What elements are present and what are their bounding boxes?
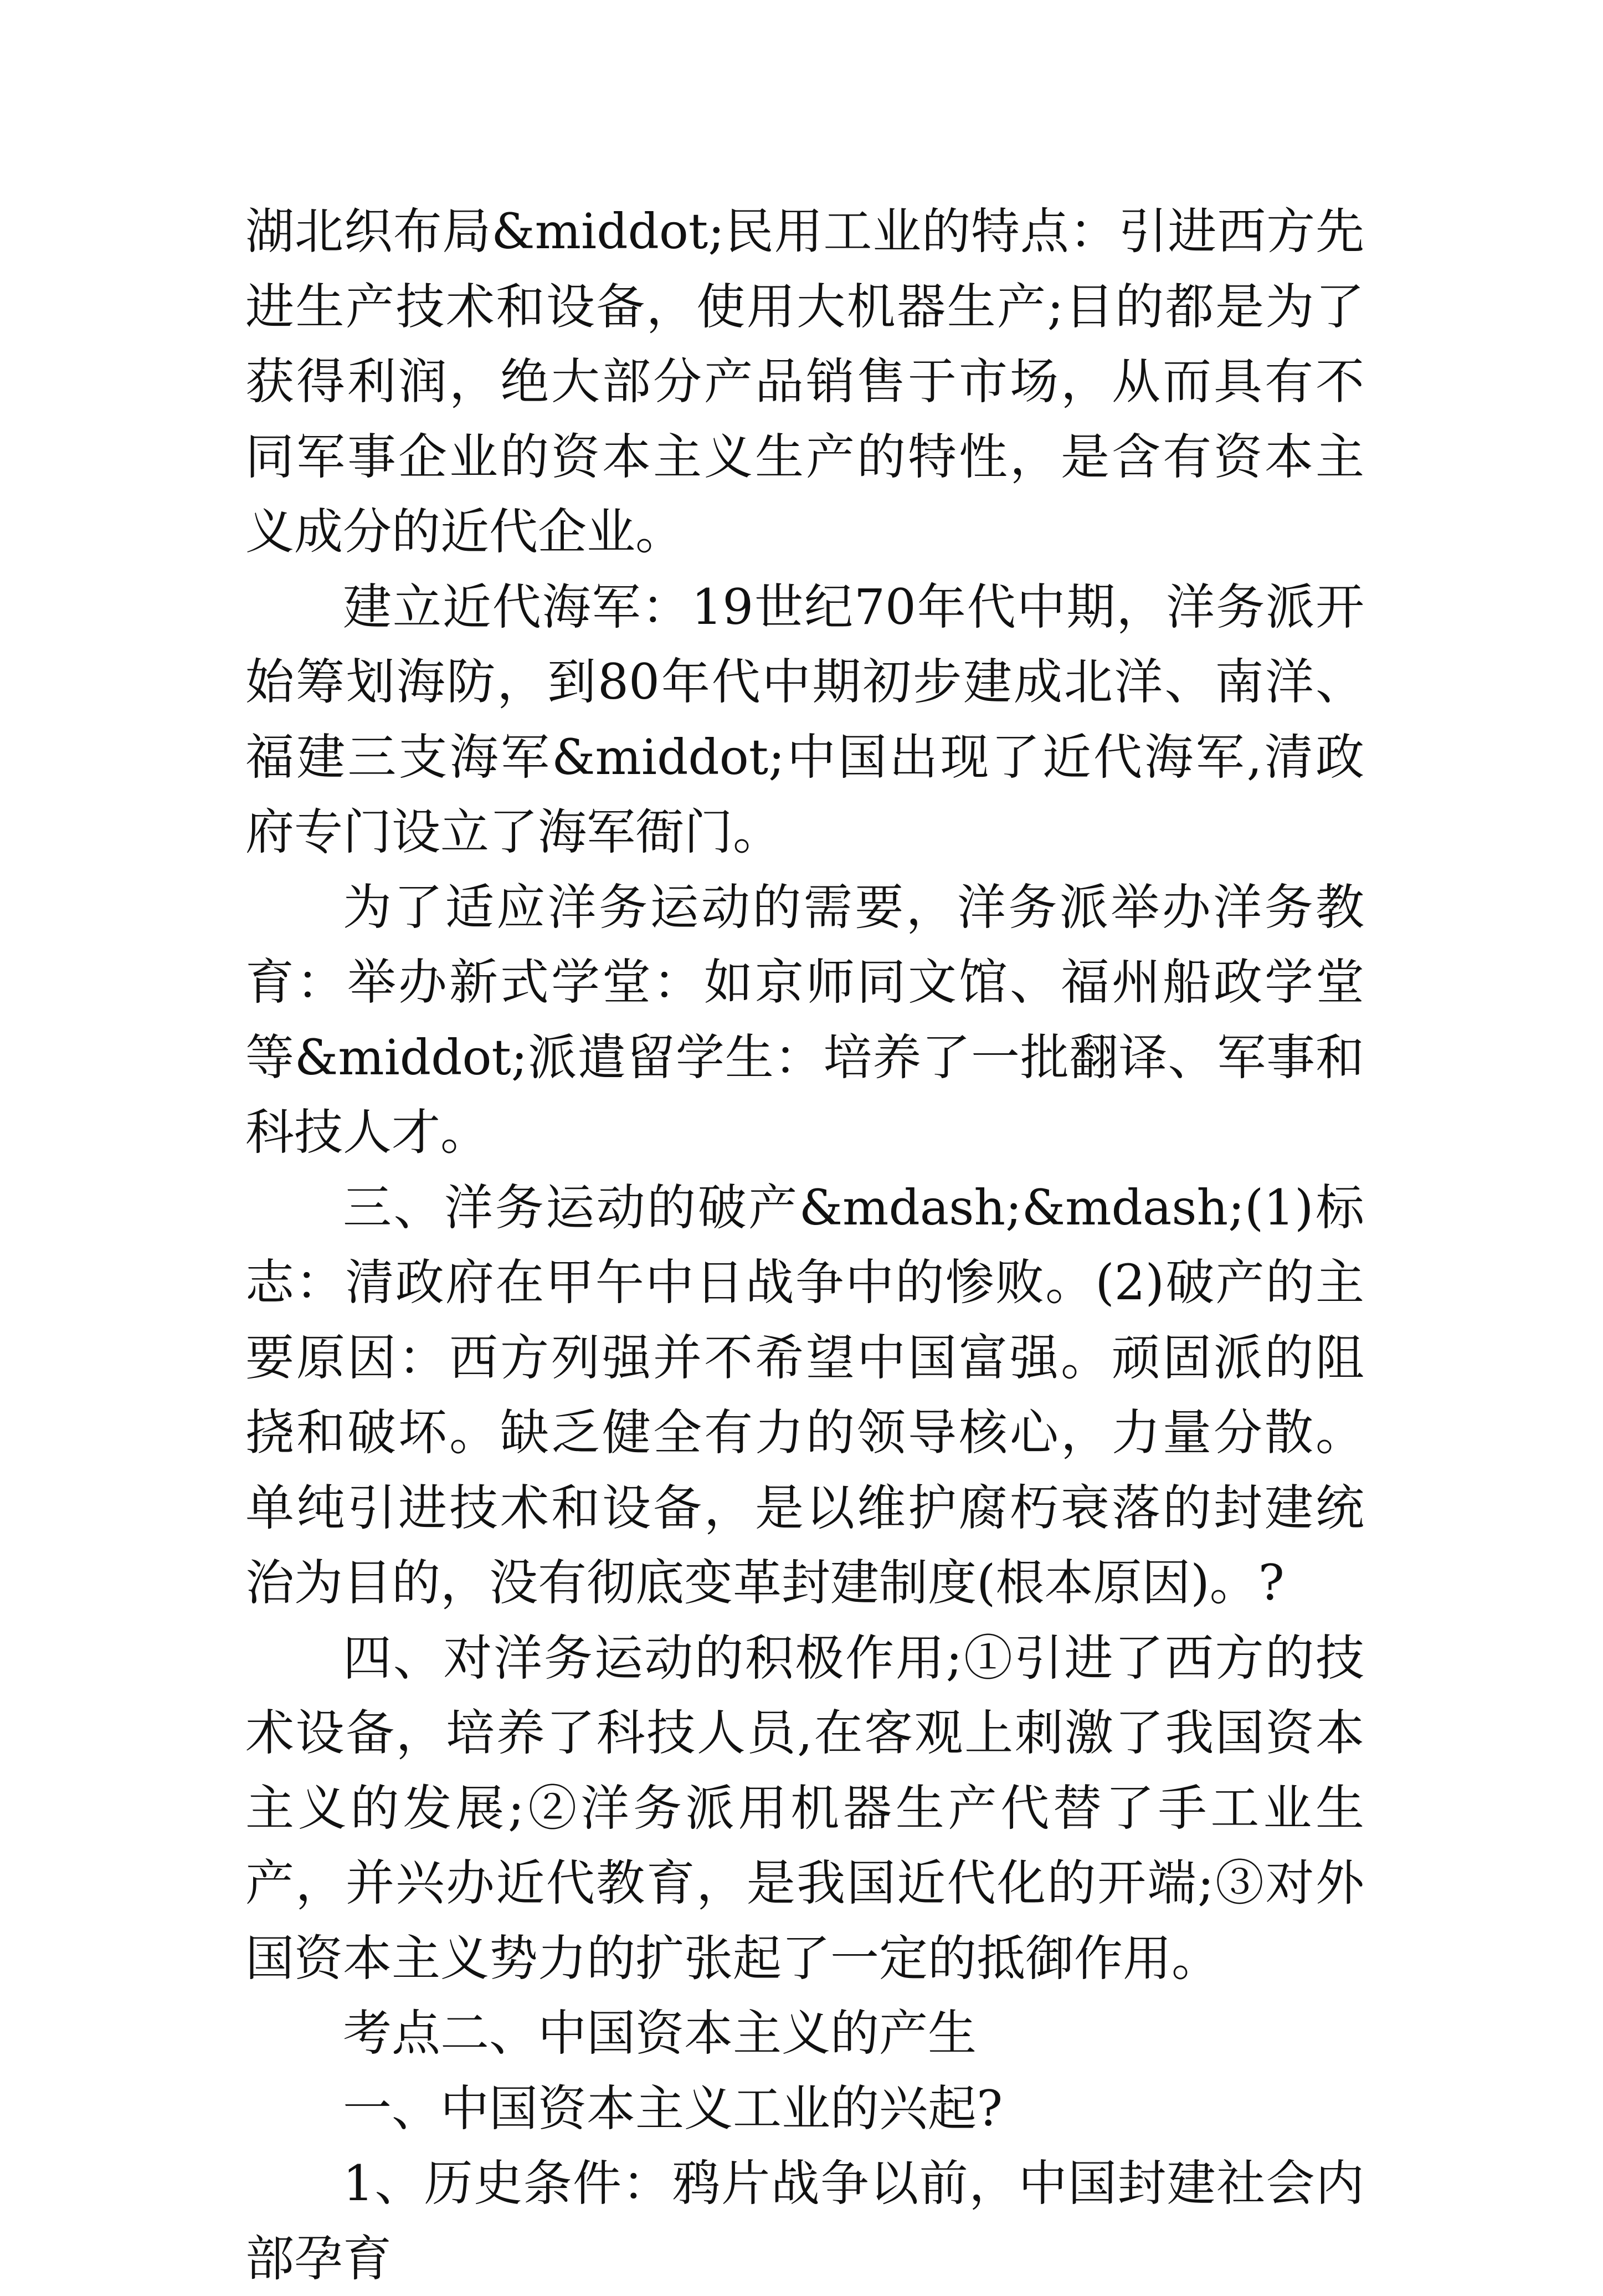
paragraph-movement-failure: 三、洋务运动的破产&mdash;&mdash;(1)标志：清政府在甲午中日战争中的惨败。(2)破产的主要原因：西方列强并不希望中国富强。顽固派的阻挠和破坏。缺乏健全有力的领导核心，力量分散。单纯引进技术和设备，是以维护腐朽衰落的封建统治为目的，没有彻底变革封建制度(根本原因)。? — [245, 1178, 1364, 1611]
section-heading-exam-point-two: 考点二、中国资本主义的产生 — [343, 2005, 977, 2062]
paragraph-positive-effects: 四、对洋务运动的积极作用;①引进了西方的技术设备，培养了科技人员,在客观上刺激了我国资本主义的发展;②洋务派用机器生产代替了手工业生产，并兴办近代教育，是我国近代化的开端;③对外国资本主义势力的扩张起了一定的抵御作用。 — [245, 1629, 1364, 1987]
subheading-capitalism-rise: 一、中国资本主义工业的兴起? — [343, 2079, 1003, 2137]
paragraph-modern-navy: 建立近代海军：19世纪70年代中期，洋务派开始筹划海防，到80年代中期初步建成北洋、南洋、福建三支海军&middot;中国出现了近代海军,清政府专门设立了海军衙门。 — [245, 578, 1364, 860]
paragraph-hubei-textile: 湖北织布局&middot;民用工业的特点：引进西方先进生产技术和设备，使用大机器生产;目的都是为了获得利润，绝大部分产品销售于市场，从而具有不同军事企业的资本主义生产的特性，是含有资本主义成分的近代企业。 — [245, 203, 1364, 560]
paragraph-historical-conditions: 1、历史条件：鸦片战争以前，中国封建社会内部孕育 — [245, 2155, 1364, 2287]
paragraph-westernization-education: 为了适应洋务运动的需要，洋务派举办洋务教育：举办新式学堂：如京师同文馆、福州船政学堂等&middot;派遣留学生：培养了一批翻译、军事和科技人才。 — [245, 878, 1364, 1161]
document-page — [245, 194, 1364, 2296]
